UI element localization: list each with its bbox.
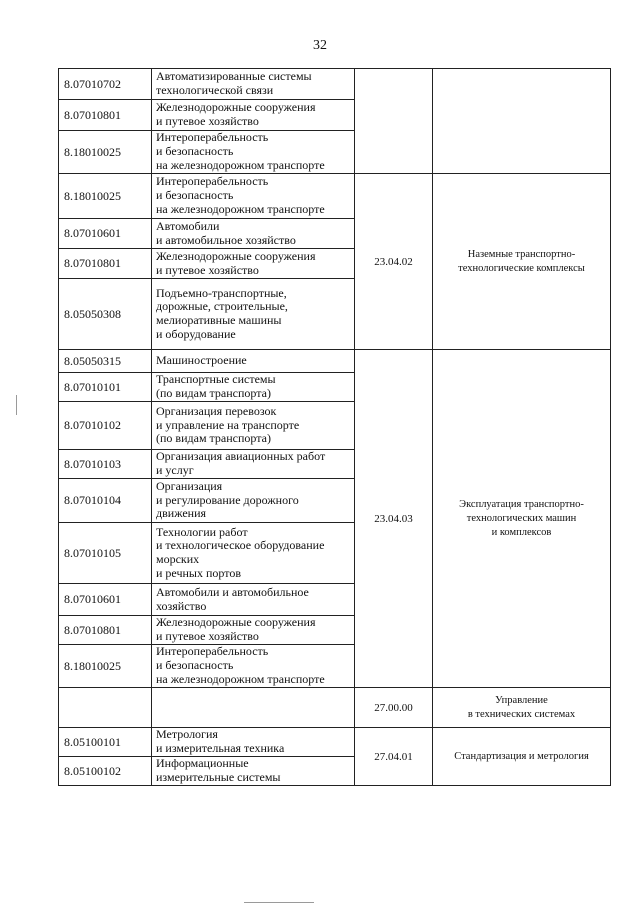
specialty-name-line: и безопасность: [156, 189, 234, 203]
specialty-name-line: и автомобильное хозяйство: [156, 233, 296, 247]
specialty-name-line: Железнодорожные сооружения: [156, 616, 316, 630]
specialty-name: [152, 131, 355, 174]
scan-mark: [16, 395, 17, 415]
direction-title: [433, 688, 611, 728]
specialty-code: 8.07010801: [59, 249, 152, 279]
page-number: 32: [313, 38, 327, 53]
specialty-code: 8.07010104: [59, 479, 152, 523]
specialty-name: [152, 100, 355, 131]
direction-title-line: Стандартизация и метрология: [454, 750, 589, 762]
specialty-code: 8.07010702: [59, 69, 152, 100]
specialty-code: 8.18010025: [59, 131, 152, 174]
specialty-name-line: и регулирование дорожного: [156, 493, 299, 507]
specialty-name: [152, 757, 355, 786]
specialty-code: 8.07010101: [59, 373, 152, 402]
specialty-name-line: Железнодорожные сооружения: [156, 249, 316, 263]
specialty-name-line: Информационные: [156, 757, 249, 771]
specialty-name-line: дорожные, строительные,: [156, 300, 288, 314]
specialty-name-line: хозяйство: [156, 599, 207, 613]
direction-code: [355, 69, 433, 174]
specialty-name: [152, 174, 355, 219]
specialty-name-line: и безопасность: [156, 659, 234, 673]
specialty-name: [152, 645, 355, 688]
specialty-name-line: и технологическое оборудование: [156, 539, 325, 553]
specialty-code: 8.07010105: [59, 523, 152, 584]
specialty-name-line: и измерительная техника: [156, 742, 285, 755]
table-row: [59, 174, 611, 219]
specialty-name-line: (по видам транспорта): [156, 432, 271, 446]
specialty-name: [152, 479, 355, 523]
specialty-name-line: движения: [156, 507, 207, 521]
specialty-name-line: и оборудование: [156, 327, 236, 341]
specialty-code: 8.18010025: [59, 645, 152, 688]
specialty-name-line: Интероперабельность: [156, 645, 269, 659]
direction-code: 23.04.03: [355, 350, 433, 688]
specialty-name-line: Технологии работ: [156, 525, 248, 539]
specialty-code: 8.07010801: [59, 616, 152, 645]
specialty-name: [152, 728, 355, 757]
specialty-name-line: и путевое хозяйство: [156, 630, 259, 643]
specialty-name: [152, 616, 355, 645]
specialty-name-line: технологической связи: [156, 84, 274, 97]
specialty-name: [152, 402, 355, 450]
direction-title: [433, 350, 611, 688]
specialty-name-line: Метрология: [156, 728, 218, 742]
specialty-name-line: Интероперабельность: [156, 131, 269, 145]
specialty-name: [152, 249, 355, 279]
specialty-name-line: и путевое хозяйство: [156, 263, 259, 277]
table-row: [59, 69, 611, 100]
specialty-name-line: и путевое хозяйство: [156, 115, 259, 128]
specialty-code: 8.05100102: [59, 757, 152, 786]
specialty-code: [59, 688, 152, 728]
specialty-name-line: Подъемно-транспортные,: [156, 286, 287, 300]
specialty-code: 8.07010102: [59, 402, 152, 450]
table-row: [59, 688, 611, 728]
specialty-name-line: Транспортные системы: [156, 373, 276, 387]
direction-title-line: технологических машин: [466, 512, 577, 524]
specialty-name-line: Автомобили: [156, 219, 220, 233]
specialty-code: 8.07010103: [59, 450, 152, 479]
specialty-name: [152, 69, 355, 100]
specialty-code: 8.05050308: [59, 279, 152, 350]
specialty-name: [152, 219, 355, 249]
specialty-name: [152, 523, 355, 584]
specialty-name-line: Организация перевозок: [156, 404, 277, 418]
direction-title-line: и комплексов: [491, 526, 552, 538]
specialty-name: [152, 688, 355, 728]
specialty-name-line: Автоматизированные системы: [156, 70, 312, 84]
direction-code: 23.04.02: [355, 174, 433, 350]
specialty-code: 8.07010601: [59, 584, 152, 616]
specialty-name: [152, 350, 355, 373]
specialty-name-line: и безопасность: [156, 145, 234, 159]
direction-title: [433, 728, 611, 786]
specialty-name: [152, 373, 355, 402]
specialty-name-line: Организация авиационных работ: [156, 450, 326, 464]
specialty-code: 8.05100101: [59, 728, 152, 757]
scan-mark: [244, 902, 314, 903]
specialty-code: 8.05050315: [59, 350, 152, 373]
specialty-name-line: мелиоративные машины: [156, 314, 282, 327]
specialty-name-line: морских: [156, 553, 200, 566]
direction-title: [433, 174, 611, 350]
direction-title-line: Управление: [495, 694, 548, 706]
specialty-name-line: Интероперабельность: [156, 175, 269, 189]
direction-code: 27.04.01: [355, 728, 433, 786]
specialty-name-line: и речных портов: [156, 566, 241, 580]
specialty-code: 8.07010601: [59, 219, 152, 249]
table-row: [59, 350, 611, 373]
specialty-name-line: на железнодорожном транспорте: [156, 202, 325, 216]
specialty-code: 8.18010025: [59, 174, 152, 219]
specialty-name-line: Железнодорожные сооружения: [156, 101, 316, 115]
table-row: [59, 728, 611, 757]
direction-title-line: в технических системах: [467, 708, 576, 720]
specialty-name: [152, 450, 355, 479]
direction-title: [433, 69, 611, 174]
specialty-name-line: (по видам транспорта): [156, 387, 271, 400]
specialty-name-line: и услуг: [156, 464, 194, 477]
direction-code: 27.00.00: [355, 688, 433, 728]
direction-title-line: Эксплуатация транспортно-: [459, 498, 584, 510]
specialty-name-line: на железнодорожном транспорте: [156, 158, 325, 172]
specialty-name-line: Автомобили и автомобильное: [156, 585, 309, 599]
specialty-name: [152, 279, 355, 350]
specialty-name-line: Машиностроение: [156, 354, 247, 368]
correspondence-table: [58, 68, 611, 786]
specialty-name-line: и управление на транспорте: [156, 418, 300, 432]
specialty-name: [152, 584, 355, 616]
direction-title-line: технологические комплексы: [458, 262, 585, 274]
specialty-name-line: измерительные системы: [156, 771, 281, 784]
specialty-code: 8.07010801: [59, 100, 152, 131]
direction-title-line: Наземные транспортно-: [467, 248, 576, 260]
specialty-name-line: на железнодорожном транспорте: [156, 672, 325, 686]
specialty-name-line: Организация: [156, 479, 223, 493]
